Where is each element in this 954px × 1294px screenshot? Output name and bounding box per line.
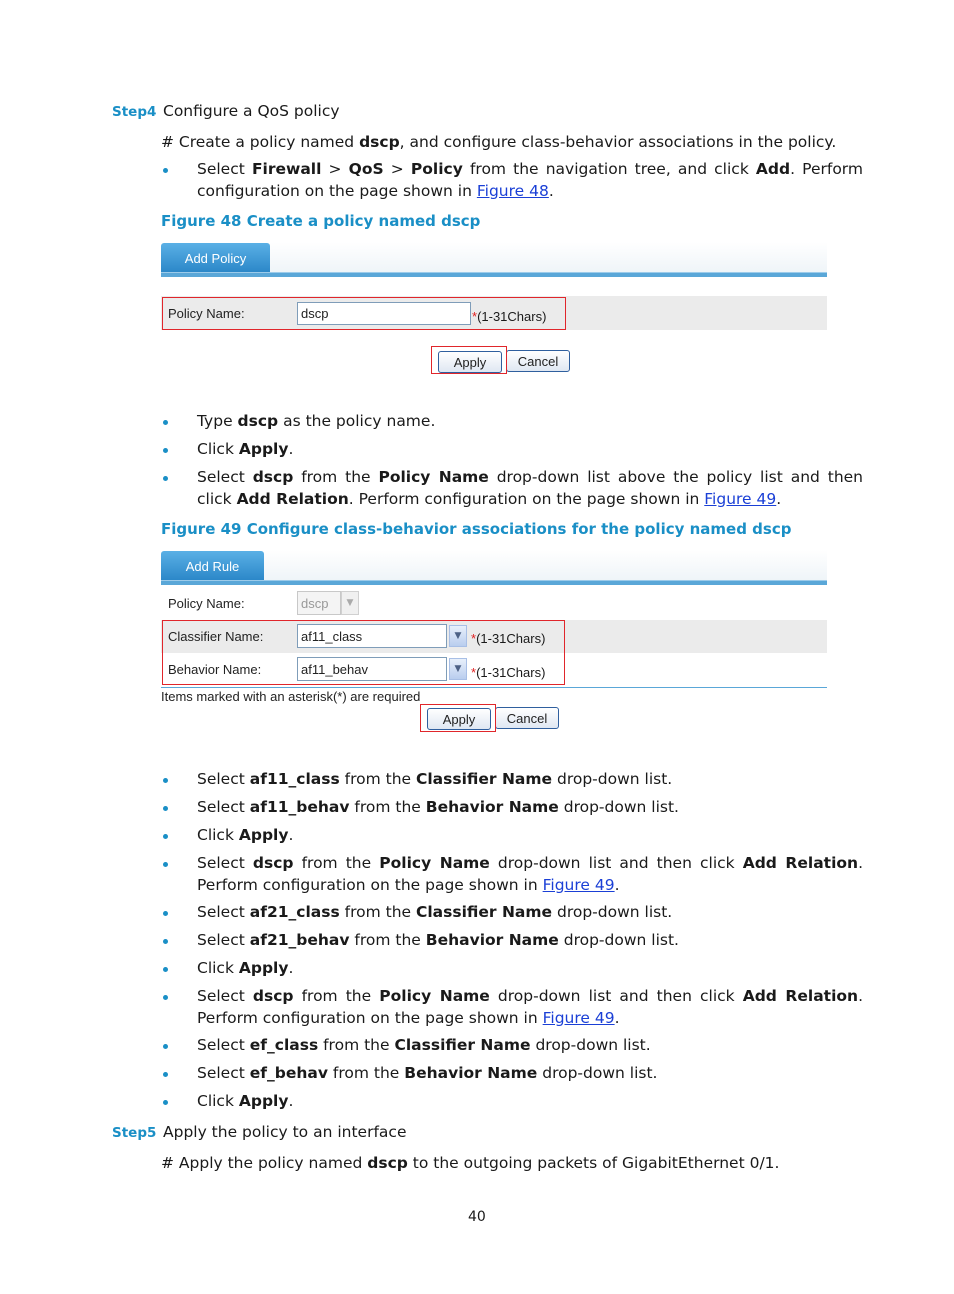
classifier-name-label: Classifier Name: [168,629,264,644]
list-item: Select af21_class from the Classifier Name drop-down list. [197,903,673,921]
figure-49-link[interactable]: Figure 49 [542,1008,615,1027]
bullet-icon [163,806,168,811]
cancel-button[interactable]: Cancel [495,707,559,729]
highlight-box [162,297,566,330]
list-item: Select dscp from the Policy Name drop-down list above the policy list and then click Add Relation. Perform configuration on the page shown in Figure 49. [197,468,863,508]
apply-button[interactable]: Apply [438,351,502,373]
bullet-icon [163,939,168,944]
list-item: Select af11_behav from the Behavior Name drop-down list. [197,798,679,816]
step-label: Step5 [112,1125,157,1141]
length-hint: *(1-31Chars) [472,309,547,324]
list-item: Select af21_behav from the Behavior Name drop-down list. [197,931,679,949]
bullet-icon [163,778,168,783]
bullet-icon [163,911,168,916]
figure-49-link[interactable]: Figure 49 [542,875,615,894]
policy-name-input[interactable]: dscp [297,302,471,325]
classifier-name-select[interactable]: af11_class [297,624,447,648]
list-item: Select af11_class from the Classifier Name drop-down list. [197,770,673,788]
step4-intro: # Create a policy named dscp, and configure class-behavior associations in the policy. [161,133,837,151]
tab-underline [161,580,827,585]
bullet-icon [163,448,168,453]
list-item: Select dscp from the Policy Name drop-down list and then click Add Relation. Perform configuration on the page shown in Figure 49. [197,854,863,894]
bullet-icon [163,476,168,481]
behavior-name-label: Behavior Name: [168,662,262,677]
bullet-icon [163,995,168,1000]
divider [161,687,827,688]
highlight-box [162,620,565,685]
policy-name-select: dscp [297,591,341,615]
bullet-icon [163,834,168,839]
chevron-down-icon: ▼ [341,591,359,615]
behavior-name-select[interactable]: af11_behav [297,657,447,681]
step-title: Apply the policy to an interface [163,1123,407,1141]
list-item: Select Firewall > QoS > Policy from the navigation tree, and click Add. Perform configuration on the page shown in Figure 48. [197,160,864,200]
cancel-button[interactable]: Cancel [506,350,570,372]
required-note: Items marked with an asterisk(*) are required [161,689,421,704]
page-number: 40 [468,1209,486,1225]
figure-49-link[interactable]: Figure 49 [704,489,777,508]
list-item: Select dscp from the Policy Name drop-down list and then click Add Relation. Perform configuration on the page shown in Figure 49. [197,987,863,1027]
bullet-icon [163,420,168,425]
bullet-icon [163,1072,168,1077]
bullet-icon [163,967,168,972]
bullet-icon [163,862,168,867]
bullet-icon [163,1044,168,1049]
list-item: Click Apply. [197,1092,294,1110]
list-item: Type dscp as the policy name. [197,412,436,430]
figure-48-caption: Figure 48 Create a policy named dscp [161,212,481,230]
chevron-down-icon[interactable]: ▼ [449,625,467,647]
apply-button[interactable]: Apply [427,708,491,730]
step5-intro: # Apply the policy named dscp to the outgoing packets of GigabitEthernet 0/1. [161,1154,780,1172]
tab-add-rule[interactable]: Add Rule [161,551,264,581]
length-hint: *(1-31Chars) [471,665,546,680]
step-title: Configure a QoS policy [163,102,340,120]
highlight-box [431,346,507,374]
list-item: Click Apply. [197,440,294,458]
tab-underline [161,272,827,277]
list-item: Click Apply. [197,959,294,977]
chevron-down-icon[interactable]: ▼ [449,658,467,680]
list-item: Select ef_behav from the Behavior Name drop-down list. [197,1064,658,1082]
tab-add-policy[interactable]: Add Policy [161,243,270,273]
length-hint: *(1-31Chars) [471,631,546,646]
step-label: Step4 [112,104,157,120]
figure-49-caption: Figure 49 Configure class-behavior associations for the policy named dscp [161,520,792,538]
policy-name-label: Policy Name: [168,306,245,321]
highlight-box [420,704,496,732]
policy-name-label: Policy Name: [168,596,245,611]
bullet-icon [163,1100,168,1105]
figure-48-link[interactable]: Figure 48 [476,181,549,200]
bullet-icon [163,168,168,173]
list-item: Select ef_class from the Classifier Name drop-down list. [197,1036,651,1054]
list-item: Click Apply. [197,826,294,844]
